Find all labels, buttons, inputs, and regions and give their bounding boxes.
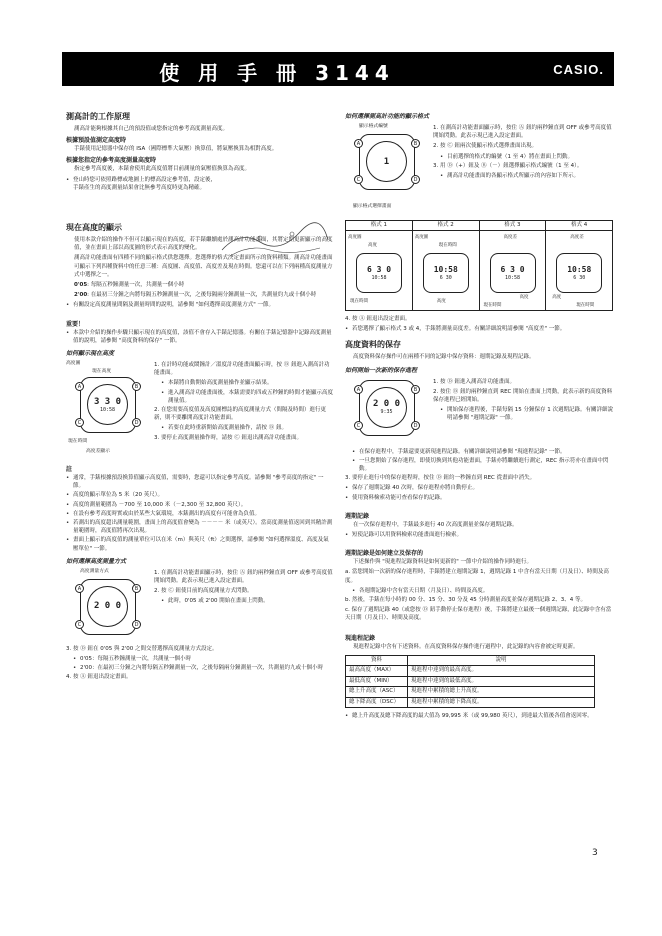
format-caption: 高度差 bbox=[570, 235, 584, 240]
watch-dial bbox=[87, 384, 128, 425]
mode-text: 在最初三分鐘之內將每隔五秒鐘測量一次，之後每隔兩分鐘測量一次，共測量約九或十個小時 bbox=[90, 292, 317, 299]
step-text: 用 Ⓓ（+）鈕及 Ⓑ（－）鈕選擇顯示格式編號（1 至 4）。 bbox=[440, 162, 583, 169]
reference-altitude-bullets bbox=[66, 176, 334, 192]
lcd-main: 10:58 bbox=[433, 265, 458, 274]
format-caption: 高度圖 bbox=[348, 235, 362, 240]
step-3-bullets bbox=[66, 655, 334, 672]
button-c-icon: C bbox=[354, 421, 363, 430]
select-format-title: 如何選擇測高計功能的顯示格式 bbox=[345, 113, 430, 120]
step-text: 要停止高度測量操作時，請按 Ⓒ 鈕退出測高計功能畫面。 bbox=[161, 434, 302, 441]
step-text: 按 Ⓐ 鈕退出設定畫面。 bbox=[73, 674, 132, 681]
default-value-subtitle: 根據預設值測定高度時 bbox=[66, 137, 127, 145]
list-item: • 目前選擇的格式的編號（1 至 4）將在畫面上閃動。 bbox=[433, 153, 613, 161]
format-cell bbox=[412, 231, 479, 311]
reference-altitude-subtitle: 根據您指定的參考高度測量高度時 bbox=[66, 157, 157, 165]
periodic-record-title: 週期記錄 bbox=[345, 512, 370, 520]
list-item: • 本錶將自動開始高度測量操作並顯示結果。 bbox=[154, 379, 334, 387]
mountain-illustration-spacer bbox=[66, 193, 334, 223]
lcd-altitude: 3 3 0 bbox=[93, 396, 122, 407]
step-text: 按 Ⓒ 鈕兩次使顯示格式選擇畫面出現。 bbox=[440, 143, 537, 150]
model-number: 3144 bbox=[315, 61, 395, 85]
watch-figure-4 bbox=[345, 378, 427, 444]
altimeter-principle-title: 測高計的工作原理 bbox=[66, 112, 130, 121]
step-2: 2. 在您需要高度值及高度圖標誌的高度測量方式（間隔及時間）進行更新，則不要離開高度計功能畫面。 bbox=[154, 407, 327, 422]
current-session-text: 現進程記錄中含有下述資料。在高度資料保存操作進行過程中，此記錄的內容會被定時更新。 bbox=[353, 643, 579, 650]
button-c-icon: C bbox=[75, 418, 84, 427]
step-1: 1. 按 Ⓓ 鈕進入測高計功能畫面。 bbox=[433, 378, 515, 385]
list-item: • 若您選擇了顯示格式 3 或 4，手錶將測量高度差。有關詳細說明請參閱 "高度差" 一節。 bbox=[345, 325, 613, 333]
button-a-icon: A bbox=[354, 139, 363, 148]
step-1: 1. 在測高計功能畫面顯示時，按住 Ⓐ 鈕約兩秒鐘直到 OFF 或參考高度值開始閃動。此表示現已進入設定畫面。 bbox=[433, 125, 612, 140]
lcd-main: 10:58 bbox=[567, 265, 592, 274]
button-b-icon: B bbox=[411, 385, 420, 394]
table-row bbox=[346, 697, 595, 708]
record-data-table bbox=[345, 655, 595, 709]
start-session-steps bbox=[433, 378, 613, 444]
button-a-icon: A bbox=[75, 584, 84, 593]
format-caption: 高度 bbox=[436, 299, 446, 304]
format-caption: 現在時間 bbox=[483, 303, 502, 308]
list-item: • 通常，手錶根據預設換算值顯示高度值，需要時，您還可以指定參考高度。請參閱 "參考高度的指定" 一節。 bbox=[66, 474, 334, 490]
note-title: 註 bbox=[66, 466, 73, 474]
list-item: • 進入測高計功能畫面後，本錶需要約四或五秒鐘的時間才能顯示高度測量值。 bbox=[154, 389, 334, 405]
record-item-a: a. 當您開始一次新的保存進程時，手錶將建立週期記錄 1，週期記錄 1 中含有當天日期（月及日）、時間及高度。 bbox=[345, 569, 609, 584]
lcd-main: 6 3 0 bbox=[366, 265, 392, 274]
format-header: 格式 1 bbox=[346, 221, 413, 231]
format-caption: 現在時間 bbox=[350, 299, 368, 304]
start-session-title: 如何開始一次新的保存進程 bbox=[345, 366, 418, 374]
table-row bbox=[346, 666, 595, 677]
periodic-record-bullets bbox=[345, 531, 613, 539]
start-session-figure-row bbox=[345, 378, 613, 444]
mountain-map-illustration bbox=[220, 220, 330, 260]
format-cell bbox=[546, 231, 613, 311]
list-item: • 測高計功能畫面的各顯示格式所顯示的內容如下所示。 bbox=[433, 172, 613, 180]
lcd-time: 9:35 bbox=[380, 409, 393, 416]
button-a-icon: A bbox=[75, 382, 84, 391]
list-item: • 畫面上顯示的高度值的測量單位可以在米（m）與英尺（ft）之間選擇，請參閱 "如何選擇溫度、高度及氣壓單位" 一節。 bbox=[66, 536, 334, 552]
lcd-sub: 6 30 bbox=[573, 275, 586, 281]
watch-illustration bbox=[356, 134, 418, 190]
show-altitude-steps bbox=[154, 361, 334, 461]
list-item: • 保存了週期記錄 40 次時，保存進程亦將自動停止。 bbox=[345, 484, 613, 492]
current-altitude-p2: 測高計功能畫面有四種不同的顯示格式供您選擇。您選擇的格式決定畫面所示的資料種類。測高計功能畫面可顯示下列四種資料中的任意三種：高度圖、高度值、高度差及現在時間。您還可以在下列兩種高度測量方式中選擇之一。 bbox=[74, 255, 333, 278]
watch-dial bbox=[366, 387, 407, 428]
format-cell bbox=[346, 231, 413, 311]
watch-illustration bbox=[77, 579, 139, 635]
show-altitude-figure-row bbox=[66, 361, 334, 461]
table-cell: 最低高度（MIN） bbox=[346, 676, 408, 687]
current-session-title: 現進程記錄 bbox=[345, 634, 376, 642]
list-item: • 各週期記錄中含有當天日期（月及日）、時間及高度。 bbox=[345, 587, 613, 595]
button-c-icon: C bbox=[354, 175, 363, 184]
button-c-icon: C bbox=[75, 620, 84, 629]
format-table bbox=[345, 220, 613, 311]
format-caption: 高度差 bbox=[503, 235, 517, 240]
mode-key: 2'00 bbox=[74, 292, 88, 299]
step-text: 在您需要高度值及高度圖標誌的高度測量方式（間隔及時間）進行更新，則不要離開高度計功能畫面。 bbox=[154, 407, 327, 422]
lcd-altitude: 2 0 0 bbox=[372, 399, 401, 410]
manual-title-text: 使 用 手 冊 bbox=[159, 61, 303, 85]
left-column bbox=[66, 112, 334, 684]
select-mode-title: 如何選擇高度測量方式 bbox=[66, 557, 127, 565]
step-3-bullets bbox=[433, 172, 613, 180]
session-bullets bbox=[345, 448, 613, 474]
altimeter-principle-intro: 測高計能夠根據其自己的預設值或您指定的參考高度測量高度。 bbox=[74, 126, 229, 132]
caption-format-number: 顯示格式編號 bbox=[359, 124, 388, 129]
note-bullets bbox=[66, 474, 334, 553]
step-text: 在測高計功能畫面顯示時，按住 Ⓐ 鈕約兩秒鐘直到 OFF 或參考高度值開始閃動。此表示現已進入設定畫面。 bbox=[154, 569, 333, 585]
table-header: 說明 bbox=[408, 655, 595, 666]
step-text: 按 Ⓒ 鈕使目前的高度測量方式閃動。 bbox=[161, 588, 253, 595]
list-item: • 若要在此時重新開始高度測量操作，請按 Ⓓ 鈕。 bbox=[154, 424, 334, 432]
step-3-bullets bbox=[345, 484, 613, 501]
table-cell: 現進程中達到的最高高度。 bbox=[408, 666, 595, 677]
table-cell: 現進程中累積的總上升高度。 bbox=[408, 687, 595, 698]
table-header: 資料 bbox=[346, 655, 408, 666]
list-item: • 使用資料檢索功能可查看保存的記錄。 bbox=[345, 494, 613, 502]
step-text: 按住 Ⓓ 鈕約兩秒鐘直到 REC 開始在畫面上閃動，此表示新的高度資料保存進程已經開始。 bbox=[433, 388, 613, 404]
lcd-format: 1 bbox=[383, 156, 390, 167]
casio-logo: CASIO. bbox=[553, 62, 604, 77]
list-item: • 若測出的高度超出測量範圍，畫面上的高度值會變為 －－－－ 米（或英尺）。當高度測量值返回到其精許測量範圍時，高度值將再次出現。 bbox=[66, 519, 334, 535]
step-3: 3. 按 Ⓓ 鈕在 0'05 與 2'00 之間交替選擇高度測量方式設定。 bbox=[66, 645, 218, 652]
step-text: 按 Ⓐ 鈕退出設定畫面。 bbox=[352, 316, 411, 322]
watch-figure-2 bbox=[66, 569, 148, 641]
watch-illustration bbox=[356, 380, 418, 436]
button-d-icon: D bbox=[132, 418, 141, 427]
button-d-icon: D bbox=[411, 175, 420, 184]
header-bar bbox=[62, 52, 614, 86]
save-data-intro: 高度資料保存操作可在兩種不同的記錄中保存資料：週期記錄及現程記錄。 bbox=[353, 354, 535, 361]
lcd-mode: 2 0 0 bbox=[93, 601, 122, 612]
list-item: • 在設有參考高度時實或由於某些大氣環境，本錶測出的高度有可能會為負值。 bbox=[66, 510, 334, 518]
format-caption: 高度 bbox=[519, 295, 529, 300]
current-altitude-bullets bbox=[66, 301, 334, 309]
table-cell: 總上升高度（ASC） bbox=[346, 687, 408, 698]
caption-mode: 高度測量方式 bbox=[80, 568, 109, 574]
mode-2-00: 2'00: 在最初三分鐘之內將每隔五秒鐘測量一次，之後每隔兩分鐘測量一次，共測量約九或十個小時 bbox=[74, 292, 317, 299]
right-column bbox=[345, 112, 613, 722]
list-item: • 登山時您可依照路標或地圖上的標高設定參考值，設定後，手錶產生的高度測量結果會比無參考高度時更為精確。 bbox=[66, 176, 216, 192]
format-bullets bbox=[345, 325, 613, 333]
button-b-icon: B bbox=[132, 584, 141, 593]
table-bullets bbox=[345, 712, 613, 720]
list-item: • 0'05：每隔五秒鐘測量一次，共測量一個小時 bbox=[66, 655, 334, 663]
record-creation-title: 週期記錄是如何建立及保存的 bbox=[345, 550, 424, 558]
list-item: • 本款中介紹的操作步驟只顯示現在的高度值，該值不會存入手錶記憶器。有關在手錶記憶器中記錄高度測量值的說明，請參閱 "高度資料的保存" 一節。 bbox=[66, 329, 334, 345]
mini-watch bbox=[556, 253, 602, 293]
list-item: • 在保存進程中，手錶還要更新現進程記錄。有關詳細說明請參閱 "現進程記錄" 一節。 bbox=[345, 448, 613, 456]
format-caption: 現在時間 bbox=[576, 303, 595, 308]
caption-graph: 高度圖 bbox=[66, 361, 81, 367]
record-item-b: b. 然後，手錶在每小時的 00 分、15 分、30 分及 45 分時測量高度並保存週期記錄 2、3、4 等。 bbox=[345, 597, 586, 604]
important-title: 重要！ bbox=[66, 320, 85, 328]
mini-watch bbox=[356, 253, 402, 293]
mini-watch bbox=[423, 253, 469, 293]
button-b-icon: B bbox=[411, 139, 420, 148]
step-1: 1. 在測高計功能畫面顯示時，按住 Ⓐ 鈕約兩秒鐘直到 OFF 或參考高度值開始閃動。此表示現已進入設定畫面。 bbox=[154, 569, 333, 585]
button-d-icon: D bbox=[132, 620, 141, 629]
table-row bbox=[346, 687, 595, 698]
show-altitude-title: 如何顯示現在高度 bbox=[66, 350, 115, 358]
list-item: • 短使記錄可以用資料檢索功能畫面進行檢索。 bbox=[345, 531, 613, 539]
mode-text: 每隔五秒鐘測量一次，共測量一個小時 bbox=[90, 282, 185, 289]
lcd-sub: 6 30 bbox=[439, 275, 452, 281]
select-mode-steps bbox=[154, 569, 334, 641]
step-2: 2. 按住 Ⓓ 鈕約兩秒鐘直到 REC 開始在畫面上閃動，此表示新的高度資料保存進程已經開始。 bbox=[433, 388, 613, 404]
step-2-bullets bbox=[154, 597, 334, 605]
step-2: 2. 按 Ⓒ 鈕使目前的高度測量方式閃動。 bbox=[154, 588, 253, 595]
list-item: • 高度的顯示單位為 5 米（20 英尺）。 bbox=[66, 491, 334, 499]
format-caption: 高度圖 bbox=[414, 235, 429, 240]
step-3: 3. 要停止高度測量操作時，請按 Ⓒ 鈕退出測高計功能畫面。 bbox=[154, 434, 302, 441]
step-text: 要停止進行中的保存進程時，按住 Ⓓ 鈕約一秒鐘直到 REC 從畫面中消失。 bbox=[352, 475, 536, 482]
list-item: • 此時，0'05 或 2'00 開始在畫面上閃動。 bbox=[154, 597, 334, 605]
caption-now: 現在高度 bbox=[92, 369, 112, 375]
save-data-title: 高度資料的保存 bbox=[345, 340, 401, 350]
watch-dial bbox=[366, 141, 407, 182]
default-value-text: 手錶使用記憶器中保存的 ISA（國際標準大氣壓）換算值，將氣壓換算為相對高度。 bbox=[74, 146, 278, 153]
format-caption: 高度 bbox=[368, 243, 377, 248]
table-cell: 總下降高度（DSC） bbox=[346, 697, 408, 708]
button-a-icon: A bbox=[354, 385, 363, 394]
step-2-bullets bbox=[154, 424, 334, 432]
step-2-bullets bbox=[433, 153, 613, 161]
caption-time: 現在時間 bbox=[68, 439, 88, 445]
watch-figure-1 bbox=[66, 361, 148, 461]
record-item-c: c. 保存了週期記錄 40（或您按 Ⓓ 鈕手動停止保存進程）後，手錶將建立最後一個週期記錄，此記錄中含有當天日期（月及日）、時間及高度。 bbox=[345, 607, 612, 622]
list-item: • 開始保存進程後，手錶每隔 15 分鐘保存 1 次週期記錄。有關詳細說明請參閱 "週期記錄" 一節。 bbox=[433, 406, 613, 422]
caption-format-screen: 顯示格式選擇畫面 bbox=[353, 204, 392, 209]
list-item: • 一旦您開始了保存進程，即使切換到其他功能畫面，手錶亦將繼續進行測定，REC 指示符亦在畫面中閃動。 bbox=[345, 457, 613, 473]
format-header: 格式 4 bbox=[546, 221, 613, 231]
mode-0-05: 0'05: 每隔五秒鐘測量一次，共測量一個小時 bbox=[74, 282, 185, 289]
step-text: 在測高計功能畫面顯示時，按住 Ⓐ 鈕約兩秒鐘直到 OFF 或參考高度值開始閃動。此表示現已進入設定畫面。 bbox=[433, 125, 612, 140]
reference-altitude-text: 指定參考高度後，本錶會使用此高度值將目前測量的氣壓值換算為高度。 bbox=[74, 166, 251, 173]
mini-watch bbox=[490, 253, 536, 293]
select-format-steps bbox=[433, 124, 613, 216]
format-caption: 現在時間 bbox=[438, 243, 457, 248]
step-text: 按 Ⓓ 鈕進入測高計功能畫面。 bbox=[440, 378, 515, 385]
button-b-icon: B bbox=[132, 382, 141, 391]
watch-dial bbox=[87, 586, 128, 627]
step-1: 1. 在計時功能或鬧鐘計／溫度計功能畫面顯示時，按 Ⓓ 鈕進入測高計功能畫面。 bbox=[154, 362, 330, 377]
list-item: • 2'00：在最初三分鐘之內將每隔五秒鐘測量一次，之後每隔兩分鐘測量一次，共測量約九或十個小時 bbox=[66, 664, 334, 672]
list-item: • 高度的測量範圍為 －700 至 10,000 米（－2,300 至 32,800 英尺）。 bbox=[66, 501, 334, 509]
table-cell: 現進程中累積的總下降高度。 bbox=[408, 697, 595, 708]
caption-diff: 高度差顯示 bbox=[86, 449, 110, 455]
select-format-figure-row bbox=[345, 124, 613, 216]
table-cell: 現進程中達到的最低高度。 bbox=[408, 676, 595, 687]
periodic-record-text: 在一次保存進程中，手錶最多進行 40 次高度測量並保存週期記錄。 bbox=[353, 521, 518, 528]
list-item: • 有關設定高度測量間隔及測量時間的說明，請參閱 "如何選擇高度測量方式" 一節。 bbox=[66, 301, 334, 309]
manual-title bbox=[62, 57, 492, 86]
lcd-sub: 10:58 bbox=[504, 275, 521, 281]
format-header: 格式 3 bbox=[479, 221, 546, 231]
table-row bbox=[346, 676, 595, 687]
step-text: 按 Ⓓ 鈕在 0'05 與 2'00 之間交替選擇高度測量方式設定。 bbox=[73, 645, 218, 652]
lcd-sub: 10:58 bbox=[371, 275, 387, 281]
step-3: 3. 要停止進行中的保存進程時，按住 Ⓓ 鈕約一秒鐘直到 REC 從畫面中消失。 bbox=[345, 475, 536, 482]
current-altitude-p1: 使用本款介紹的操作不但可以顯示現在的高度，若手錶繼續處於測高計功能畫面，其將定期更新顯示的高度值，並在畫面上部以高度圖的形式表示高度的變化。 bbox=[74, 237, 333, 252]
important-bullets bbox=[66, 329, 334, 345]
format-cell bbox=[479, 231, 546, 311]
step-4: 4. 按 Ⓐ 鈕退出設定畫面。 bbox=[345, 316, 411, 322]
watch-figure-3 bbox=[345, 124, 427, 216]
mode-key: 0'05 bbox=[74, 282, 88, 289]
step-text: 在計時功能或鬧鐘計／溫度計功能畫面顯示時，按 Ⓓ 鈕進入測高計功能畫面。 bbox=[154, 362, 330, 377]
watch-illustration bbox=[77, 377, 139, 433]
format-caption: 高度 bbox=[552, 295, 562, 300]
step-4: 4. 按 Ⓐ 鈕退出設定畫面。 bbox=[66, 674, 132, 681]
lcd-main: 6 3 0 bbox=[500, 265, 525, 274]
table-cell: 最高高度（MAX） bbox=[346, 666, 408, 677]
step-2-bullets bbox=[433, 406, 613, 422]
list-item: • 總上升高度及總下降高度的最大值為 99,995 米（或 99,980 英尺），到達最大值後各值會返回零。 bbox=[345, 712, 613, 720]
record-item-a-bullets bbox=[345, 587, 613, 595]
record-creation-intro: 下述操作與 "現進程記錄資料是如何更新的" 一節中介紹的操作同時進行。 bbox=[353, 559, 533, 566]
lcd-time: 10:58 bbox=[99, 406, 116, 413]
page-number: 3 bbox=[592, 848, 598, 858]
button-d-icon: D bbox=[411, 421, 420, 430]
format-header: 格式 2 bbox=[412, 221, 479, 231]
step-3: 3. 用 Ⓓ（+）鈕及 Ⓑ（－）鈕選擇顯示格式編號（1 至 4）。 bbox=[433, 162, 583, 169]
select-mode-figure-row bbox=[66, 569, 334, 641]
step-2: 2. 按 Ⓒ 鈕兩次使顯示格式選擇畫面出現。 bbox=[433, 143, 537, 150]
current-altitude-title: 現在高度的顯示 bbox=[66, 223, 122, 233]
step-1-bullets bbox=[154, 379, 334, 405]
